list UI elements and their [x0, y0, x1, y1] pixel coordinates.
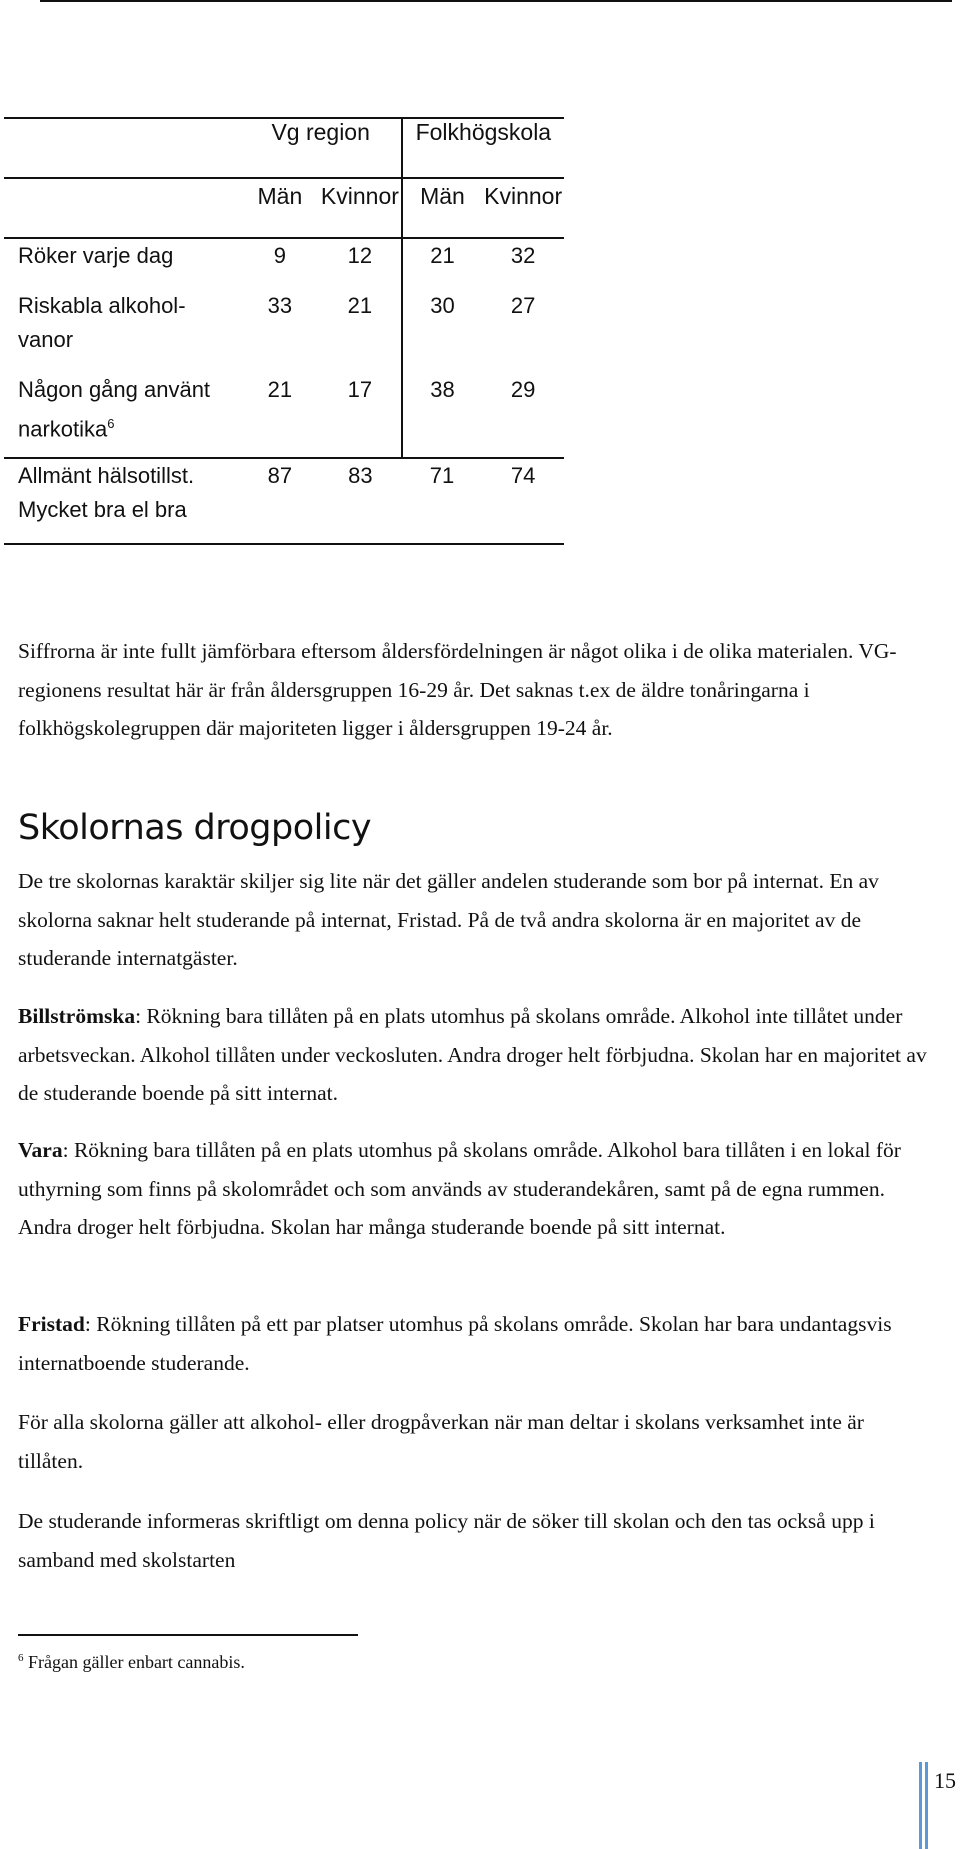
paragraph-all-schools: För alla skolorna gäller att alkohol- eller drogpåverkan när man deltar i skolans verksamhet inte är tillåten. — [18, 1410, 864, 1473]
cell: 21 — [430, 243, 455, 268]
cell: 29 — [510, 377, 536, 402]
row-label: Röker varje dag — [18, 243, 174, 268]
footnote-divider — [18, 1634, 358, 1636]
cell: 87 — [267, 463, 293, 488]
paragraph-vara: Vara: Rökning bara tillåten på en plats utomhus på skolans område. Alkohol bara tillåten i en lokal för uthyrning som finns på skolområdet och som används av studerandekåren, samt på de egna rummen. Andra droger helt förbjudna. Skolan har många studerande boende på sitt internat. — [18, 1138, 901, 1239]
section-heading: Skolornas drogpolicy — [18, 808, 372, 848]
school-name: Billströmska — [18, 1004, 136, 1028]
cell: 12 — [319, 238, 402, 289]
cell: 27 — [510, 293, 536, 318]
intro-paragraph: De tre skolornas karaktär skiljer sig lite när det gäller andelen studerande som bor på internat. En av skolorna saknar helt studerande på internat, Fristad. På de två andra skolorna är en majoritet av de studerande internatgäster. — [18, 869, 879, 970]
cell: 74 — [510, 463, 536, 488]
paragraph-billstromska: Billströmska: Rökning bara tillåten på en plats utomhus på skolans område. Alkohol inte tillåtet under arbetsveckan. Alkohol tillåten under veckosluten. Andra droger helt förbjudna. Skolan har en majoritet av de studerande boende på sitt internat. — [18, 1004, 927, 1105]
table-sub-header-row — [4, 178, 564, 238]
cell: 17 — [319, 373, 402, 458]
cell: 32 — [510, 243, 536, 268]
cell: 33 — [267, 293, 293, 318]
sub-header: Män — [257, 183, 303, 209]
cell: 38 — [430, 377, 455, 402]
statistics-table — [4, 117, 564, 545]
paragraph-information: De studerande informeras skriftligt om denna policy när de söker till skolan och den tas också upp i samband med skolstarten — [18, 1509, 875, 1572]
footnote-reference[interactable]: 6 — [107, 416, 115, 431]
group-header-vg-region: Vg region — [241, 118, 402, 178]
table-row — [4, 238, 564, 289]
table-row — [4, 458, 564, 544]
table-group-header-row — [4, 118, 564, 178]
footnote: $^6$ Frågan gäller enbart cannabis. — [18, 1652, 245, 1672]
sub-header: Kvinnor — [484, 183, 563, 209]
page-number: 15 — [934, 1768, 956, 1793]
table-row — [4, 373, 564, 458]
row-label: Allmänt hälsotillst. Mycket bra el bra — [18, 463, 195, 522]
footnote-mark: 6 — [18, 1652, 24, 1664]
top-rule — [40, 0, 952, 2]
school-name: Fristad — [18, 1312, 85, 1336]
cell: 71 — [429, 463, 455, 488]
paragraph-fristad: Fristad: Rökning tillåten på ett par platser utomhus på skolans område. Skolan har bara undantagsvis internatboende studerande. — [18, 1312, 892, 1375]
cell: 21 — [319, 289, 402, 373]
row-label: Någon gång använt narkotika$^6$ — [18, 377, 211, 442]
sub-header: Kvinnor — [319, 178, 402, 238]
school-name: Vara — [18, 1138, 63, 1162]
cell: 21 — [267, 377, 293, 402]
page-number-accent-bar — [919, 1762, 922, 1849]
sub-header: Män — [420, 183, 465, 209]
cell: 30 — [430, 293, 455, 318]
row-label: Riskabla alkohol- vanor — [18, 293, 186, 352]
table-note: Siffrorna är inte fullt jämförbara eftersom åldersfördelningen är något olika i de olika materialen. VG-regionens resultat här är från åldersgruppen 16-29 år. Det saknas t.ex de äldre tonåringarna i folkhögskolegruppen där majoriteten ligger i åldersgruppen 19-24 år. — [18, 639, 897, 740]
cell: 83 — [348, 463, 373, 488]
table-row — [4, 289, 564, 373]
page-number-accent-bar — [925, 1762, 928, 1849]
group-header-folkhogskola: Folkhögskola — [415, 119, 552, 145]
cell: 9 — [273, 243, 286, 268]
